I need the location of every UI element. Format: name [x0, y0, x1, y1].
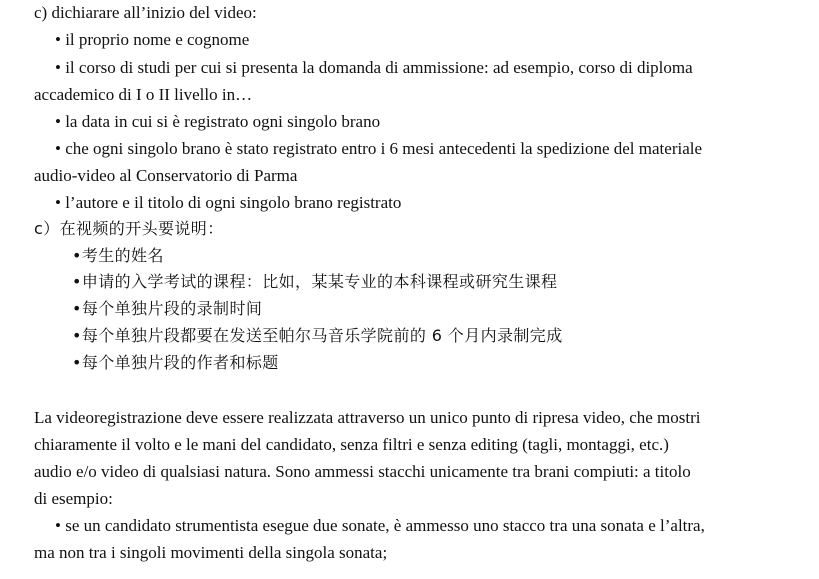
- paragraph-line: La videoregistrazione deve essere realizzata attraverso un unico punto di ripresa video, che mostri: [34, 408, 701, 427]
- italian-list-item: • la data in cui si è registrato ogni singolo brano: [55, 112, 381, 131]
- italian-list-item: • il proprio nome e cognome: [55, 30, 250, 49]
- chinese-list-item: •考生的姓名: [72, 246, 164, 265]
- italian-list-item-continuation: audio-video al Conservatorio di Parma: [34, 166, 298, 185]
- chinese-list-item: •每个单独片段的作者和标题: [72, 353, 279, 372]
- italian-list-item: • il corso di studi per cui si presenta la domanda di ammissione: ad esempio, corso di diploma: [55, 58, 693, 77]
- paragraph-list-item-continuation: ma non tra i singoli movimenti della singola sonata;: [34, 543, 388, 562]
- paragraph-line: audio e/o video di qualsiasi natura. Sono ammessi stacchi unicamente tra brani compiuti: a titolo: [34, 462, 691, 481]
- italian-list-item: • che ogni singolo brano è stato registrato entro i 6 mesi antecedenti la spedizione del materiale: [55, 139, 703, 158]
- chinese-list-item: •申请的入学考试的课程：比如，某某专业的本科课程或研究生课程: [72, 272, 558, 291]
- chinese-section-header: c）在视频的开头要说明：: [34, 219, 224, 238]
- paragraph-line: chiaramente il volto e le mani del candidato, senza filtri e senza editing (tagli, montaggi, etc.): [34, 435, 669, 454]
- italian-list-item-continuation: accademico di I o II livello in…: [34, 85, 253, 104]
- italian-list-item: • l’autore e il titolo di ogni singolo brano registrato: [55, 193, 402, 212]
- italian-section-header: c) dichiarare all’inizio del video:: [34, 3, 257, 22]
- paragraph-line: di esempio:: [34, 489, 113, 508]
- chinese-list-item: •每个单独片段都要在发送至帕尔马音乐学院前的 6 个月内录制完成: [72, 326, 563, 345]
- paragraph-list-item: • se un candidato strumentista esegue due sonate, è ammesso uno stacco tra una sonata e l’altra,: [55, 516, 705, 535]
- chinese-list-item: •每个单独片段的录制时间: [72, 299, 263, 318]
